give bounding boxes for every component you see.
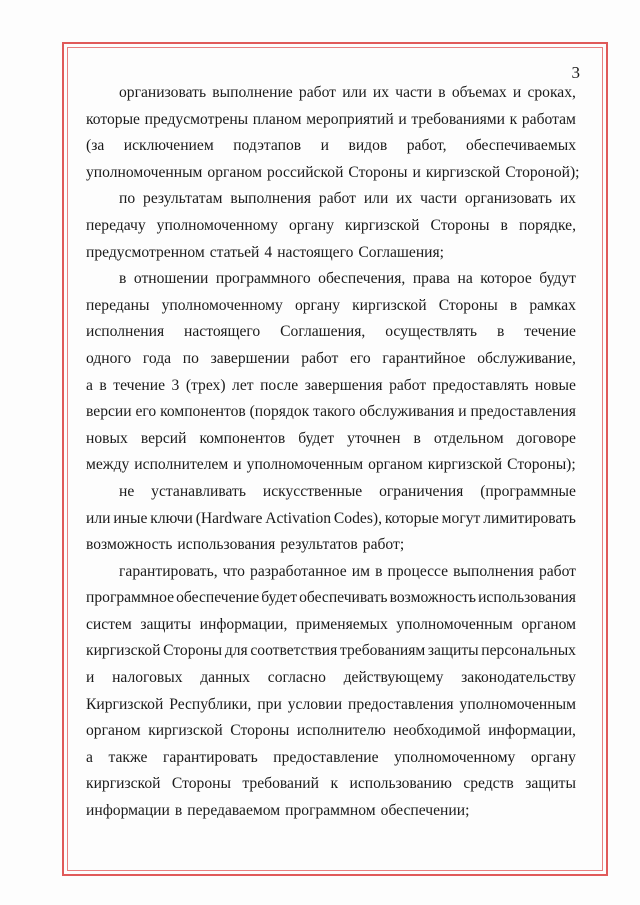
paragraph: [86, 80, 580, 186]
text-line: версии его компонентов (порядок такого обслуживания и предоставления: [86, 403, 576, 421]
text-line: по результатам выполнения работ или их части организовать их: [119, 190, 576, 208]
paragraph: [86, 559, 576, 825]
text-line: (за исключением подэтапов и видов работ, обеспечиваемых: [86, 137, 576, 155]
text-line: возможность использования результатов работ;: [86, 536, 405, 554]
text-line: киргизской Стороны требований к использованию средств защиты: [86, 775, 576, 793]
text-line: программное обеспечение будет обеспечивать возможность использования: [86, 589, 576, 607]
text-line: исполнения настоящего Соглашения, осуществлять в течение: [86, 323, 576, 341]
text-line: систем защиты информации, применяемых уполномоченным органом: [86, 615, 576, 633]
text-line: или иные ключи (Hardware Activation Codes), которые могут лимитировать: [86, 509, 576, 527]
text-line: в отношении программного обеспечения, права на которое будут: [119, 270, 576, 288]
text-line: предусмотренном статьей 4 настоящего Соглашения;: [86, 243, 445, 261]
text-line: новых версий компонентов будет уточнен в отдельном договоре: [86, 429, 576, 447]
text-line: между исполнителем и уполномоченным органом киргизской Стороны);: [86, 456, 576, 474]
text-line: а в течение 3 (трех) лет после завершения работ предоставлять новые: [86, 376, 576, 394]
text-line: не устанавливать искусственные ограничения (программные: [119, 482, 576, 500]
text-line: переданы уполномоченному органу киргизской Стороны в рамках: [86, 296, 576, 314]
text-line: киргизской Стороны для соответствия требованиям защиты персональных: [86, 642, 576, 660]
text-line: Киргизской Республики, при условии предоставления уполномоченным: [86, 695, 576, 713]
text-line: организовать выполнение работ или их части в объемах и сроках,: [119, 84, 576, 101]
paragraph: [86, 186, 576, 266]
text-line: информации в передаваемом программном обеспечении;: [86, 802, 470, 820]
text-line: одного года по завершении работ его гарантийное обслуживание,: [86, 349, 576, 367]
page-number: 3: [571, 63, 580, 82]
document-body: [86, 80, 580, 825]
text-line: уполномоченным органом российской Стороны и киргизской Стороной);: [86, 163, 580, 181]
paragraph: [86, 479, 576, 559]
text-line: органом киргизской Стороны исполнителю необходимой информации,: [86, 722, 576, 740]
text-line: а также гарантировать предоставление уполномоченному органу: [86, 748, 576, 766]
text-line: передачу уполномоченному органу киргизской Стороны в порядке,: [86, 216, 576, 234]
text-line: которые предусмотрены планом мероприятий и требованиями к работам: [86, 110, 576, 128]
text-line: и налоговых данных согласно действующему законодательству: [86, 669, 576, 687]
paragraph: [86, 266, 576, 479]
text-line: гарантировать, что разработанное им в процессе выполнения работ: [119, 562, 576, 580]
